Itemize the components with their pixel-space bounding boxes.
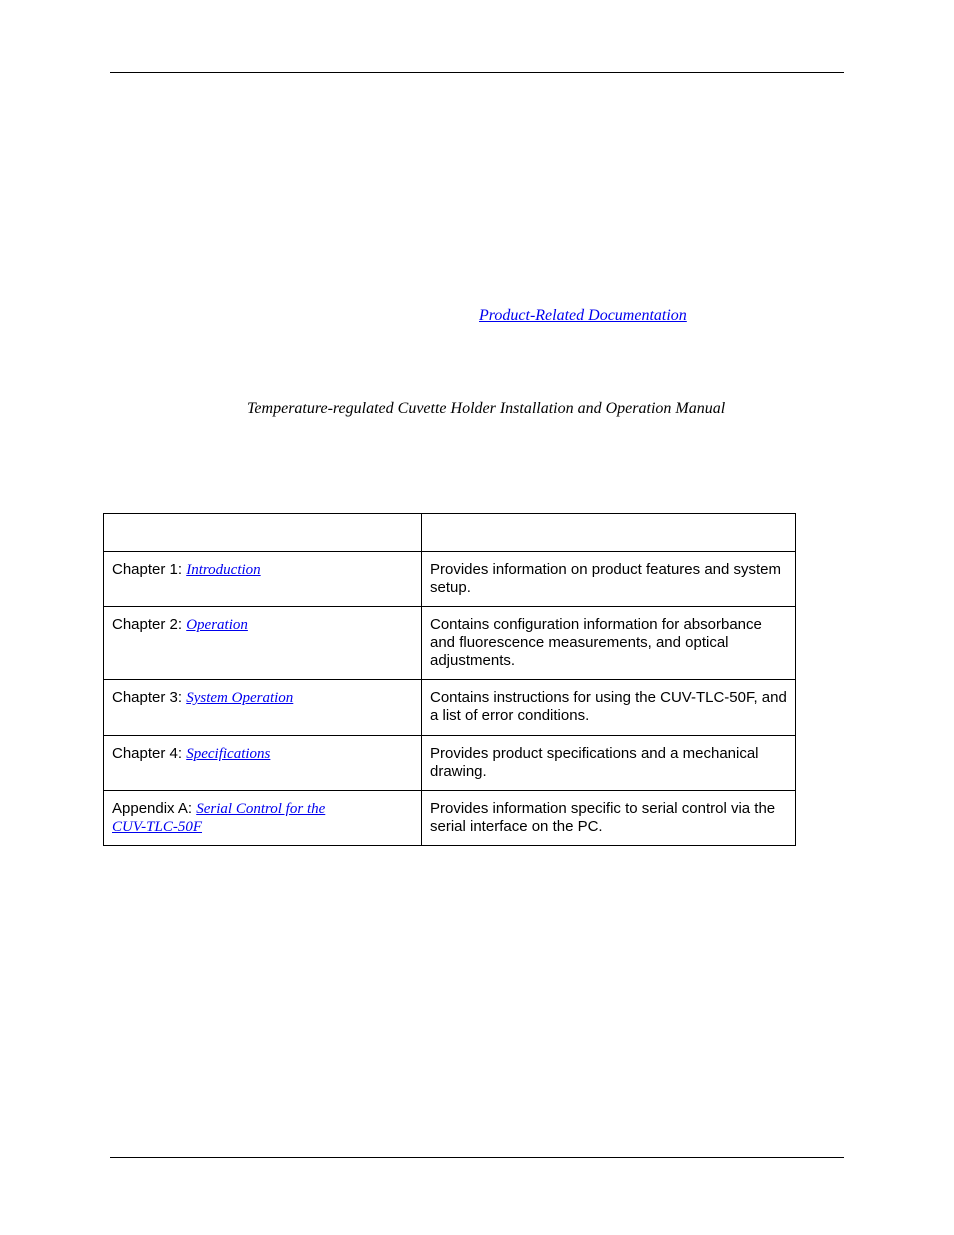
table-row (104, 791, 796, 846)
chapter-cell (104, 607, 422, 680)
table-row (104, 680, 796, 736)
appendix-link-serial-control[interactable]: Serial Control for the (196, 801, 326, 817)
chapter-cell (104, 736, 422, 791)
chapter-prefix: Chapter 1: (112, 561, 187, 578)
product-related-documentation-link[interactable]: Product-Related Documentation (479, 307, 687, 324)
chapter-prefix: Chapter 3: (112, 689, 187, 706)
description-cell: Contains instructions for using the CUV-TLC-50F, and a list of error conditions. (422, 680, 796, 736)
chapter-link-introduction[interactable]: Introduction (186, 562, 261, 578)
table-header-row (104, 514, 796, 552)
description-cell: Provides information specific to serial control via the serial interface on the PC. (422, 791, 796, 846)
table-header-cell (422, 514, 796, 552)
document-contents-table (103, 513, 796, 846)
chapter-link-specifications[interactable]: Specifications (186, 746, 271, 762)
table-header-cell (104, 514, 422, 552)
table-row (104, 607, 796, 680)
description-cell: Provides product specifications and a mechanical drawing. (422, 736, 796, 791)
product-docs-line (479, 306, 687, 326)
chapter-link-system-operation[interactable]: System Operation (186, 690, 294, 706)
appendix-link-serial-control-cont[interactable]: CUV-TLC-50F (112, 819, 203, 835)
description-cell: Provides information on product features and system setup. (422, 552, 796, 607)
table-row (104, 552, 796, 607)
description-cell: Contains configuration information for absorbance and fluorescence measurements, and optical adjustments. (422, 607, 796, 680)
manual-title: Temperature-regulated Cuvette Holder Installation and Operation Manual (247, 400, 726, 417)
chapter-cell (104, 791, 422, 846)
chapter-prefix: Chapter 4: (112, 745, 187, 762)
chapter-cell (104, 680, 422, 736)
chapter-prefix: Chapter 2: (112, 616, 187, 633)
chapter-prefix: Appendix A: (112, 800, 197, 817)
table-row (104, 736, 796, 791)
footer-rule (110, 1157, 844, 1158)
chapter-cell (104, 552, 422, 607)
header-rule (110, 72, 844, 73)
chapter-link-operation[interactable]: Operation (186, 617, 248, 633)
